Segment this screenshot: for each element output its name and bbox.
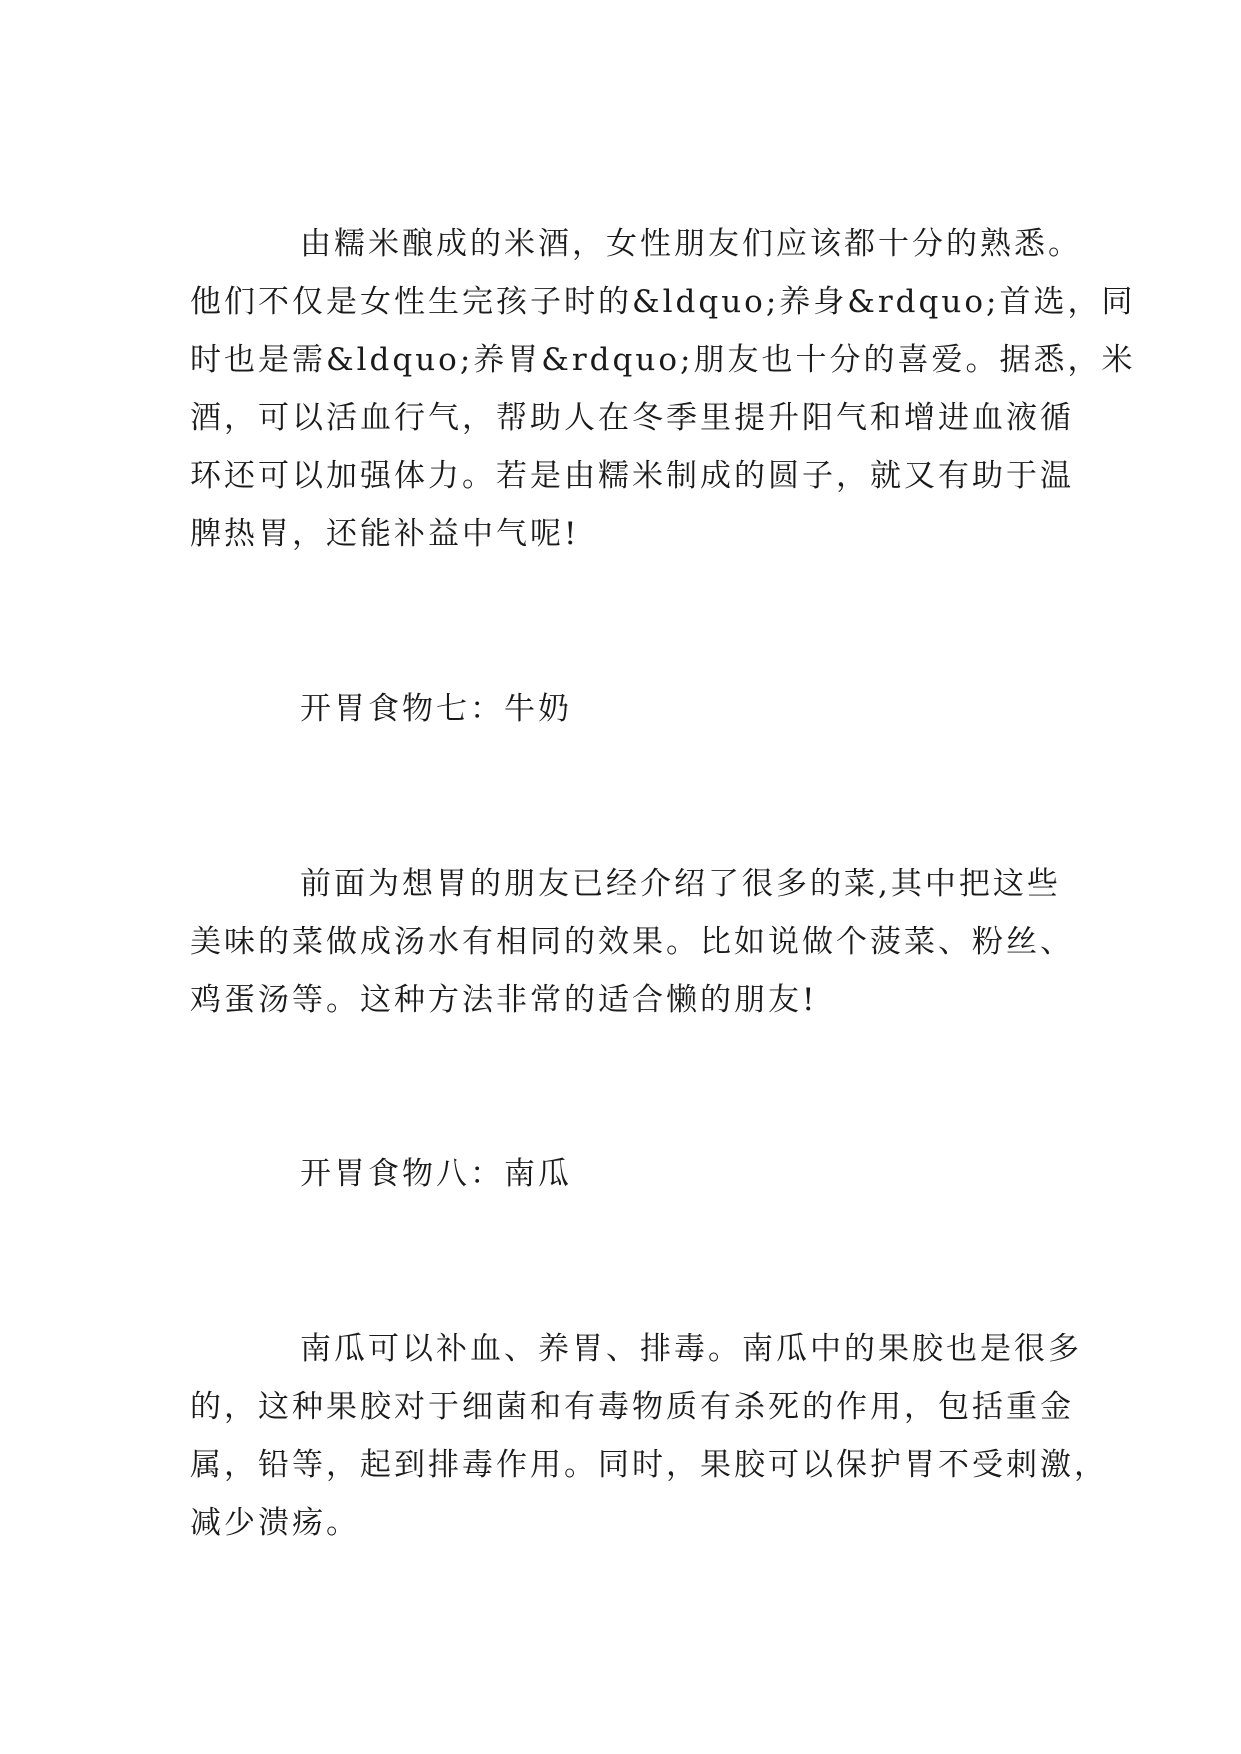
paragraph-line: 时也是需&ldquo;养胃&rdquo;朋友也十分的喜爱。据悉，米	[190, 342, 1136, 378]
paragraph-line: 脾热胃，还能补益中气呢!	[190, 516, 580, 552]
paragraph-line: 的，这种果胶对于细菌和有毒物质有杀死的作用，包括重金	[190, 1389, 1074, 1425]
section-heading-milk: 开胃食物七：牛奶	[300, 691, 572, 727]
paragraph-line: 属，铅等，起到排毒作用。同时，果胶可以保护胃不受刺激，	[190, 1447, 1108, 1483]
paragraph-line: 南瓜可以补血、养胃、排毒。南瓜中的果胶也是很多	[300, 1331, 1082, 1367]
paragraph-line: 由糯米酿成的米酒，女性朋友们应该都十分的熟悉。	[300, 226, 1082, 262]
paragraph-line: 减少溃疡。	[190, 1505, 360, 1541]
section-heading-pumpkin: 开胃食物八：南瓜	[300, 1156, 572, 1192]
paragraph-line: 鸡蛋汤等。这种方法非常的适合懒的朋友!	[190, 982, 818, 1018]
paragraph-line: 美味的菜做成汤水有相同的效果。比如说做个菠菜、粉丝、	[190, 924, 1074, 960]
paragraph-line: 环还可以加强体力。若是由糯米制成的圆子，就又有助于温	[190, 458, 1074, 494]
paragraph-line: 酒，可以活血行气，帮助人在冬季里提升阳气和增进血液循	[190, 400, 1074, 436]
paragraph-line: 前面为想胃的朋友已经介绍了很多的菜,其中把这些	[300, 866, 1061, 902]
paragraph-line: 他们不仅是女性生完孩子时的&ldquo;养身&rdquo;首选，同	[190, 284, 1136, 320]
